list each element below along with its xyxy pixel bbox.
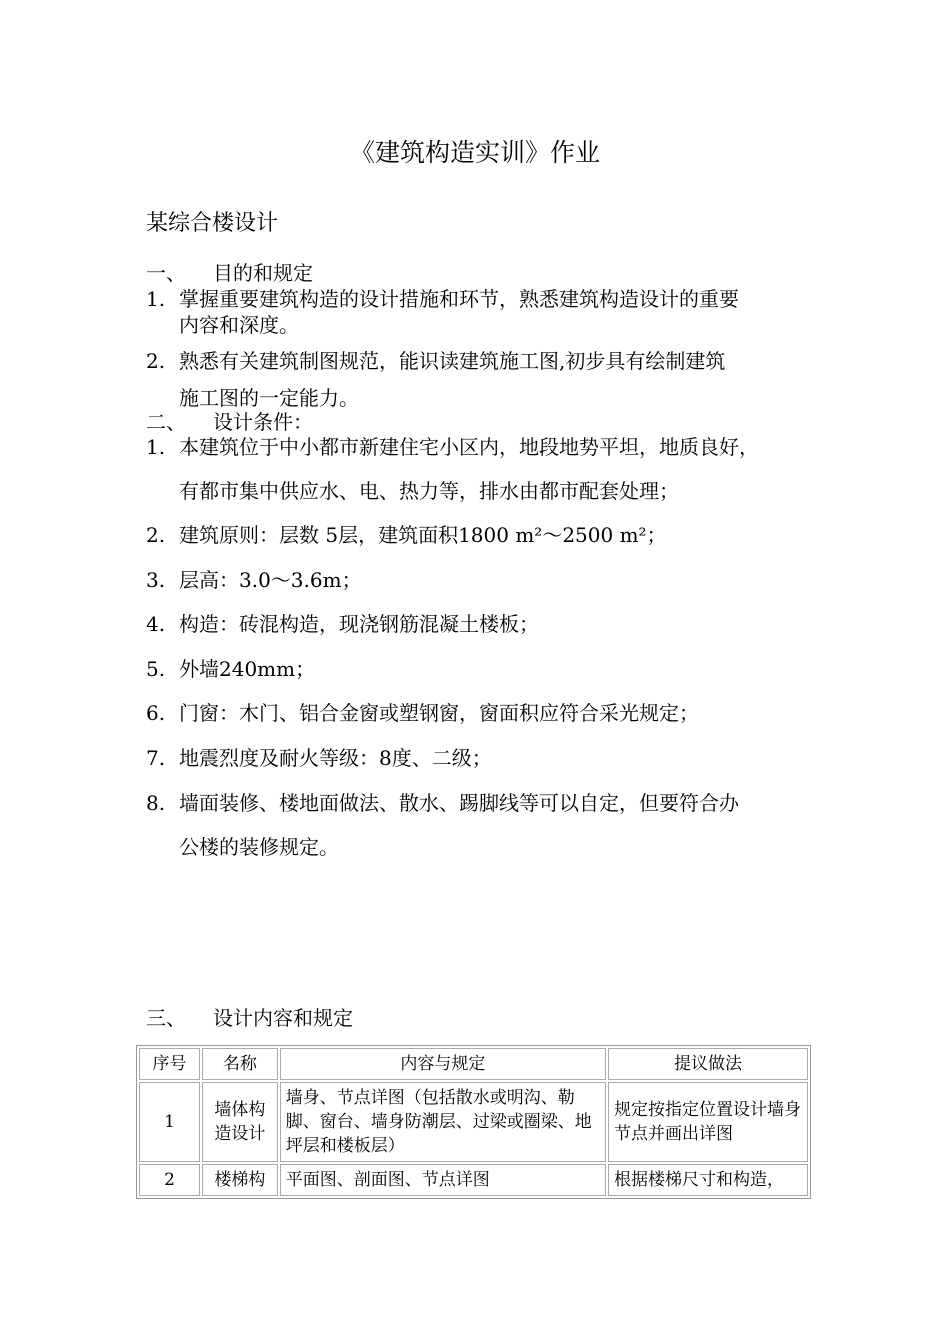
- item-text: 构造：砖混构造，现浇钢筋混凝土楼板；: [179, 612, 539, 636]
- section-label: 设计内容和规定: [213, 1006, 353, 1030]
- item-text: 掌握重要建筑构造的设计措施和环节，熟悉建筑构造设计的重要: [179, 287, 739, 311]
- condition-item-1: [146, 431, 759, 460]
- section-number: 二、: [146, 410, 186, 434]
- section-heading-1: [146, 257, 313, 286]
- row-method: 根据楼梯尺寸和构造，: [608, 1164, 808, 1196]
- row-number: 1: [139, 1082, 200, 1162]
- item-number: 5.: [146, 657, 166, 681]
- item-number: 1.: [146, 287, 166, 311]
- condition-item-8: [146, 787, 739, 816]
- condition-item-4: [146, 608, 539, 637]
- goal-item-2: [146, 345, 725, 374]
- item-text: 墙面装修、楼地面做法、散水、踢脚线等可以自定，但要符合办: [179, 791, 739, 815]
- item-text: 本建筑位于中小都市新建住宅小区内，地段地势平坦，地质良好，: [179, 435, 759, 459]
- goal-item-1: [146, 283, 739, 312]
- header-cell-number: 序号: [139, 1048, 200, 1080]
- item-number: 8.: [146, 791, 166, 815]
- item-number: 6.: [146, 701, 166, 725]
- table-header-row: [139, 1048, 808, 1080]
- item-number: 2.: [146, 523, 166, 547]
- section-label: 设计条件：: [213, 410, 313, 434]
- row-content: 墙身、节点详图（包括散水或明沟、勒脚、窗台、墙身防潮层、过梁或圈梁、地坪层和楼板层）: [280, 1082, 606, 1162]
- item-text: 地震烈度及耐火等级：8度、二级；: [179, 746, 492, 770]
- item-text: 外墙240mm；: [179, 657, 316, 681]
- header-cell-method: 提议做法: [608, 1048, 808, 1080]
- item-number: 4.: [146, 612, 166, 636]
- condition-item-3: [146, 564, 362, 593]
- condition-item-5: [146, 653, 315, 682]
- item-number: 2.: [146, 349, 166, 373]
- row-content: 平面图、剖面图、节点详图: [280, 1164, 606, 1196]
- section-number: 一、: [146, 261, 186, 285]
- table-row: [139, 1164, 808, 1196]
- table-row: [139, 1082, 808, 1162]
- section-label: 目的和规定: [213, 261, 313, 285]
- condition-item-8-continued: 公楼的装修规定。: [179, 835, 339, 859]
- goal-item-1-continued: 内容和深度。: [179, 313, 299, 337]
- document-subtitle: 某综合楼设计: [146, 211, 279, 236]
- item-number: 7.: [146, 746, 166, 770]
- condition-item-2: [146, 519, 667, 548]
- header-cell-name: 名称: [202, 1048, 278, 1080]
- item-text: 熟悉有关建筑制图规范，能识读建筑施工图,初步具有绘制建筑: [179, 349, 726, 373]
- item-text: 层高：3.0～3.6m；: [179, 568, 362, 592]
- item-text: 建筑原则：层数 5层，建筑面积1800 m²～2500 m²；: [179, 523, 667, 547]
- condition-item-1-continued: 有都市集中供应水、电、热力等，排水由都市配套处理；: [179, 479, 679, 503]
- design-content-table: [136, 1045, 811, 1199]
- item-text: 门窗：木门、铝合金窗或塑钢窗，窗面积应符合采光规定；: [179, 701, 699, 725]
- row-name: 楼梯构: [202, 1164, 278, 1196]
- row-name: 墙体构造设计: [202, 1082, 278, 1162]
- section-number: 三、: [146, 1006, 186, 1030]
- section-heading-3: [146, 1002, 353, 1031]
- goal-item-2-continued: 施工图的一定能力。: [179, 386, 359, 410]
- condition-item-7: [146, 742, 492, 771]
- condition-item-6: [146, 697, 699, 726]
- row-method: 规定按指定位置设计墙身节点并画出详图: [608, 1082, 808, 1162]
- row-number: 2: [139, 1164, 200, 1196]
- header-cell-content: 内容与规定: [280, 1048, 606, 1080]
- item-number: 3.: [146, 568, 166, 592]
- item-number: 1.: [146, 435, 166, 459]
- page-title: 《建筑构造实训》作业: [349, 138, 600, 167]
